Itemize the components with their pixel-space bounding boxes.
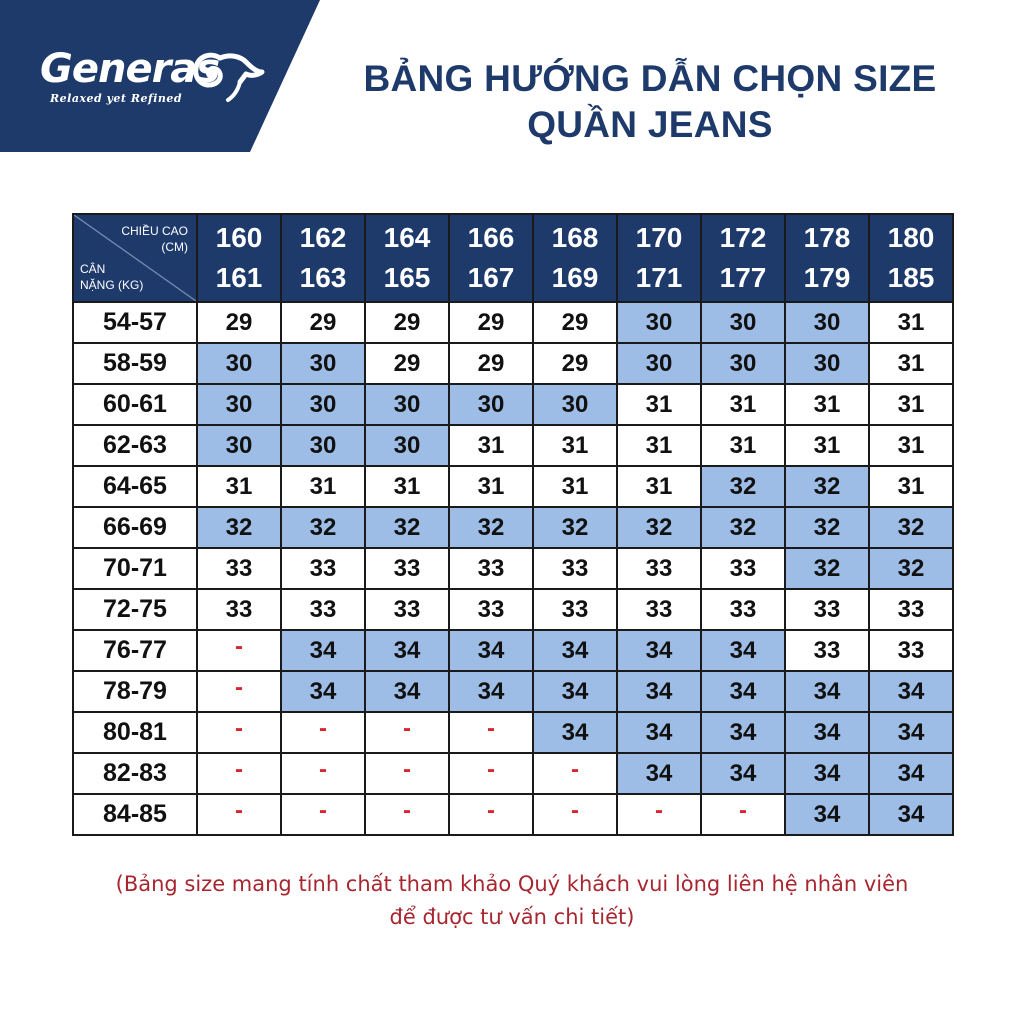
size-cell: 33 xyxy=(281,589,365,630)
height-range-top: 160 xyxy=(215,222,263,253)
size-cell: 34 xyxy=(617,630,701,671)
size-cell: 34 xyxy=(533,671,617,712)
brand-name: Generas xyxy=(40,46,220,92)
size-cell: 34 xyxy=(785,794,869,835)
size-cell: 31 xyxy=(533,425,617,466)
table-row xyxy=(73,794,953,835)
size-cell: 32 xyxy=(449,507,533,548)
size-cell: 34 xyxy=(365,671,449,712)
table-row xyxy=(73,384,953,425)
size-cell: 31 xyxy=(869,466,953,507)
size-cell: 30 xyxy=(281,343,365,384)
size-cell: 33 xyxy=(785,630,869,671)
unavailable-size-cell: - xyxy=(197,712,281,753)
ram-head-icon xyxy=(180,42,270,112)
size-cell: 32 xyxy=(785,507,869,548)
size-cell: 29 xyxy=(365,302,449,343)
size-cell: 30 xyxy=(281,384,365,425)
table-row xyxy=(73,548,953,589)
height-range-bottom: 185 xyxy=(887,262,935,293)
table-body xyxy=(73,302,953,835)
size-cell: 33 xyxy=(197,548,281,589)
size-cell: 31 xyxy=(869,343,953,384)
size-cell: 31 xyxy=(197,466,281,507)
unavailable-size-cell: - xyxy=(197,671,281,712)
size-cell: 30 xyxy=(617,343,701,384)
weight-range-cell: 54-57 xyxy=(73,302,197,343)
unavailable-size-cell: - xyxy=(281,712,365,753)
size-cell: 31 xyxy=(617,425,701,466)
height-range-bottom: 163 xyxy=(299,262,347,293)
size-cell: 32 xyxy=(701,507,785,548)
height-range-bottom: 169 xyxy=(551,262,599,293)
size-cell: 31 xyxy=(869,425,953,466)
weight-range-cell: 72-75 xyxy=(73,589,197,630)
unavailable-size-cell: - xyxy=(449,794,533,835)
height-column-header xyxy=(281,214,365,302)
height-range-bottom: 171 xyxy=(635,262,683,293)
table-header-row xyxy=(73,214,953,302)
unavailable-size-cell: - xyxy=(197,794,281,835)
size-cell: 29 xyxy=(449,343,533,384)
weight-range-cell: 78-79 xyxy=(73,671,197,712)
height-range-bottom: 177 xyxy=(719,262,767,293)
size-cell: 34 xyxy=(701,712,785,753)
unavailable-size-cell: - xyxy=(533,753,617,794)
size-cell: 34 xyxy=(281,630,365,671)
size-cell: 33 xyxy=(701,589,785,630)
height-range-top: 164 xyxy=(383,222,431,253)
size-cell: 31 xyxy=(281,466,365,507)
size-cell: 30 xyxy=(365,384,449,425)
weight-range-cell: 58-59 xyxy=(73,343,197,384)
size-cell: 30 xyxy=(785,302,869,343)
size-cell: 34 xyxy=(281,671,365,712)
size-cell: 32 xyxy=(701,466,785,507)
size-cell: 34 xyxy=(869,794,953,835)
size-cell: 30 xyxy=(701,343,785,384)
height-range-top: 162 xyxy=(299,222,347,253)
page-title xyxy=(320,56,980,148)
size-cell: 34 xyxy=(449,671,533,712)
size-cell: 31 xyxy=(701,425,785,466)
size-cell: 30 xyxy=(617,302,701,343)
brand-tagline: Relaxed yet Refined xyxy=(50,92,183,105)
table-row xyxy=(73,343,953,384)
height-column-header xyxy=(365,214,449,302)
unavailable-size-cell: - xyxy=(617,794,701,835)
height-range-bottom: 179 xyxy=(803,262,851,293)
height-column-header xyxy=(785,214,869,302)
size-cell: 33 xyxy=(281,548,365,589)
height-column-header xyxy=(449,214,533,302)
weight-range-cell: 80-81 xyxy=(73,712,197,753)
unavailable-size-cell: - xyxy=(365,753,449,794)
weight-range-cell: 84-85 xyxy=(73,794,197,835)
size-cell: 34 xyxy=(617,671,701,712)
size-cell: 33 xyxy=(869,589,953,630)
table-row xyxy=(73,466,953,507)
size-cell: 33 xyxy=(869,630,953,671)
size-cell: 30 xyxy=(281,425,365,466)
size-cell: 31 xyxy=(869,384,953,425)
unavailable-size-cell: - xyxy=(197,753,281,794)
size-cell: 34 xyxy=(701,671,785,712)
size-cell: 34 xyxy=(701,630,785,671)
size-cell: 30 xyxy=(785,343,869,384)
size-chart-table xyxy=(72,213,954,836)
size-cell: 33 xyxy=(533,589,617,630)
footnote-line1: (Bảng size mang tính chất tham khảo Quý khách vui lòng liên hệ nhân viên xyxy=(115,872,909,896)
brand-logo xyxy=(40,46,270,116)
table-row xyxy=(73,630,953,671)
unavailable-size-cell: - xyxy=(365,712,449,753)
size-cell: 34 xyxy=(533,712,617,753)
unavailable-size-cell: - xyxy=(365,794,449,835)
size-cell: 34 xyxy=(617,753,701,794)
size-cell: 34 xyxy=(365,630,449,671)
size-cell: 34 xyxy=(533,630,617,671)
size-cell: 31 xyxy=(365,466,449,507)
size-cell: 33 xyxy=(449,548,533,589)
size-cell: 33 xyxy=(785,589,869,630)
height-column-header xyxy=(701,214,785,302)
footnote-line2: để được tư vấn chi tiết) xyxy=(389,905,635,929)
size-cell: 34 xyxy=(785,753,869,794)
height-column-header xyxy=(197,214,281,302)
size-cell: 33 xyxy=(197,589,281,630)
size-cell: 32 xyxy=(869,548,953,589)
height-range-top: 166 xyxy=(467,222,515,253)
size-cell: 34 xyxy=(701,753,785,794)
height-range-bottom: 167 xyxy=(467,262,515,293)
table-row xyxy=(73,712,953,753)
size-cell: 31 xyxy=(617,384,701,425)
weight-range-cell: 62-63 xyxy=(73,425,197,466)
size-cell: 31 xyxy=(701,384,785,425)
height-range-bottom: 161 xyxy=(215,262,263,293)
size-cell: 32 xyxy=(197,507,281,548)
size-cell: 34 xyxy=(785,712,869,753)
unavailable-size-cell: - xyxy=(281,794,365,835)
size-cell: 34 xyxy=(869,671,953,712)
height-column-header xyxy=(869,214,953,302)
height-range-top: 178 xyxy=(803,222,851,253)
size-cell: 32 xyxy=(365,507,449,548)
unavailable-size-cell: - xyxy=(281,753,365,794)
height-range-bottom: 165 xyxy=(383,262,431,293)
size-cell: 30 xyxy=(533,384,617,425)
size-cell: 33 xyxy=(365,548,449,589)
size-cell: 29 xyxy=(281,302,365,343)
size-cell: 32 xyxy=(869,507,953,548)
size-cell: 32 xyxy=(785,466,869,507)
size-cell: 29 xyxy=(197,302,281,343)
size-cell: 31 xyxy=(449,425,533,466)
weight-range-cell: 70-71 xyxy=(73,548,197,589)
size-cell: 32 xyxy=(617,507,701,548)
height-range-top: 170 xyxy=(635,222,683,253)
size-cell: 30 xyxy=(197,343,281,384)
height-range-top: 172 xyxy=(719,222,767,253)
table-row xyxy=(73,671,953,712)
unavailable-size-cell: - xyxy=(449,712,533,753)
weight-axis-label: CÂN NẶNG (KG) xyxy=(80,262,144,292)
table-row xyxy=(73,302,953,343)
size-cell: 34 xyxy=(785,671,869,712)
size-cell: 30 xyxy=(365,425,449,466)
size-cell: 33 xyxy=(533,548,617,589)
height-axis-label: CHIỀU CAO (CM) xyxy=(121,224,188,254)
size-cell: 32 xyxy=(281,507,365,548)
size-cell: 30 xyxy=(197,425,281,466)
size-cell: 29 xyxy=(449,302,533,343)
table-row xyxy=(73,507,953,548)
size-cell: 29 xyxy=(365,343,449,384)
size-cell: 29 xyxy=(533,302,617,343)
size-cell: 33 xyxy=(617,548,701,589)
height-range-top: 180 xyxy=(887,222,935,253)
weight-range-cell: 64-65 xyxy=(73,466,197,507)
size-cell: 30 xyxy=(449,384,533,425)
size-cell: 34 xyxy=(869,712,953,753)
unavailable-size-cell: - xyxy=(449,753,533,794)
size-cell: 31 xyxy=(785,384,869,425)
height-range-top: 168 xyxy=(551,222,599,253)
page-title-line1: BẢNG HƯỚNG DẪN CHỌN SIZE xyxy=(363,58,937,99)
page-title-line2: QUẦN JEANS xyxy=(527,104,773,145)
size-cell: 31 xyxy=(617,466,701,507)
size-cell: 33 xyxy=(365,589,449,630)
size-cell: 31 xyxy=(785,425,869,466)
weight-range-cell: 66-69 xyxy=(73,507,197,548)
unavailable-size-cell: - xyxy=(533,794,617,835)
table-corner-header xyxy=(73,214,197,302)
size-cell: 32 xyxy=(785,548,869,589)
size-cell: 30 xyxy=(701,302,785,343)
size-cell: 33 xyxy=(449,589,533,630)
size-cell: 34 xyxy=(449,630,533,671)
weight-range-cell: 76-77 xyxy=(73,630,197,671)
table-row xyxy=(73,425,953,466)
weight-range-cell: 60-61 xyxy=(73,384,197,425)
size-cell: 31 xyxy=(869,302,953,343)
height-column-header xyxy=(533,214,617,302)
table-row xyxy=(73,589,953,630)
size-cell: 31 xyxy=(533,466,617,507)
table-row xyxy=(73,753,953,794)
size-cell: 30 xyxy=(197,384,281,425)
weight-range-cell: 82-83 xyxy=(73,753,197,794)
size-cell: 32 xyxy=(533,507,617,548)
size-cell: 29 xyxy=(533,343,617,384)
size-cell: 33 xyxy=(701,548,785,589)
height-column-header xyxy=(617,214,701,302)
size-cell: 31 xyxy=(449,466,533,507)
footnote xyxy=(60,868,964,934)
size-cell: 34 xyxy=(869,753,953,794)
unavailable-size-cell: - xyxy=(701,794,785,835)
unavailable-size-cell: - xyxy=(197,630,281,671)
size-cell: 34 xyxy=(617,712,701,753)
size-cell: 33 xyxy=(617,589,701,630)
